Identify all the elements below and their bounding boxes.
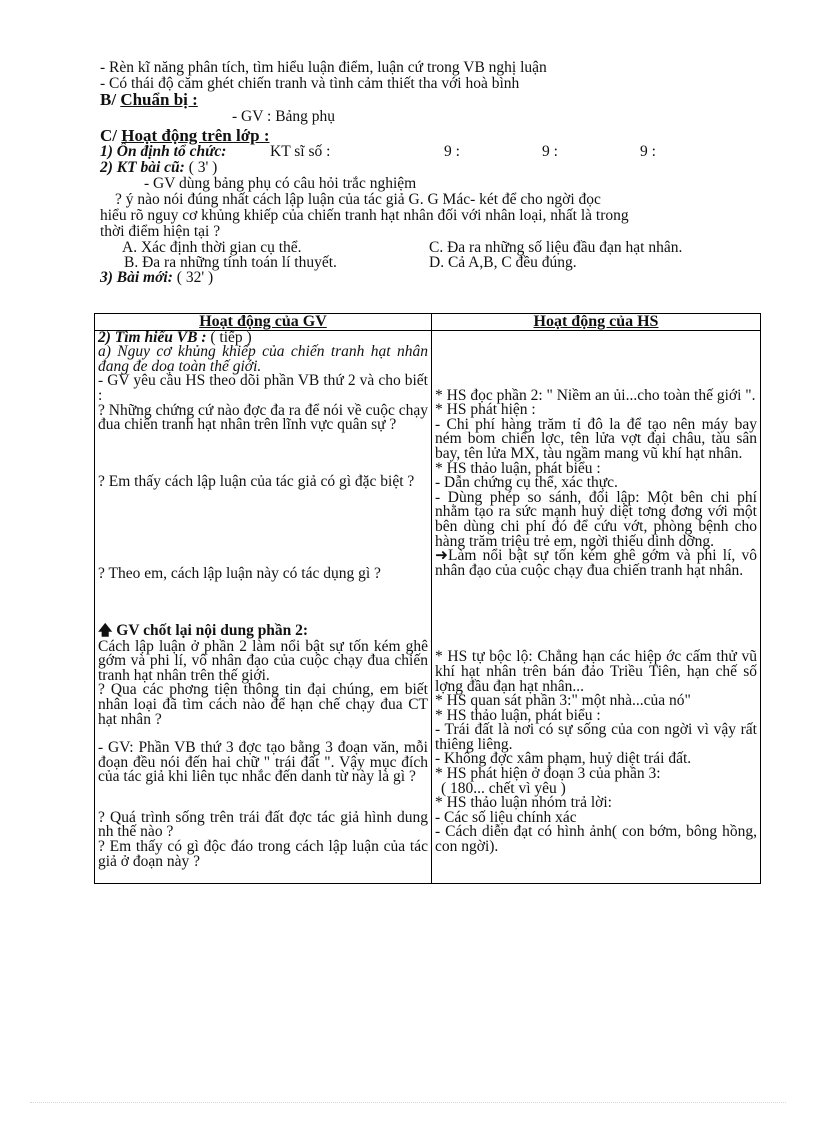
activity-table <box>94 313 761 884</box>
summary-text: Cách lập luận ở phần 2 làm nổi bật sự tốn kém ghê gớm và phi lí, vô nhân đạo của cuộc chạy đua chiến tranh hạt nhân trên thế giới. <box>98 637 428 684</box>
section-c-prefix: C/ <box>100 126 122 145</box>
step2-label: 2) KT bài cũ: <box>100 159 185 176</box>
table-header-row <box>95 314 761 331</box>
gv-question-1: ? Những chứng cứ nào đợc đa ra để nói về cuộc chạy đua chiến tranh hạt nhân trên lĩnh vực quân sự ? <box>98 401 428 434</box>
hs-answer-3: - Chi phí hàng trăm tỉ đô la để tạo nên máy bay ném bom chiến lợc, tên lửa vợt đại châu, tàu sân bay, tên lửa MX, tàu ngầm mang vũ khí hạt nhân. <box>435 415 757 462</box>
section-b-heading <box>100 92 760 108</box>
gv-question-4: ? Qua các phơng tiện thông tin đại chúng, em biết nhân loại đã tìm cách nào để hạn chế chạy đua CT hạt nhân ? <box>98 681 428 728</box>
quiz-options-row-2 <box>100 255 760 270</box>
hs-answer-13: * HS phát hiện ở đoạn 3 của phần 3: <box>435 765 661 783</box>
hs-answer-10: * HS thảo luận, phát biểu : <box>435 706 601 724</box>
quiz-question-line3: thời điểm hiện tại ? <box>100 223 221 240</box>
hs-column <box>432 330 761 884</box>
section-b-title: Chuẩn bị : <box>120 90 198 109</box>
class-count-3: 9 : <box>640 143 656 160</box>
gv-question-5: ? Quá trình sống trên trái đất đợc tác giả hình dung nh thế nào ? <box>98 808 428 841</box>
step3-label: 3) Bài mới: <box>100 269 173 286</box>
subsection-a: a) Nguy cơ khủng khiếp của chiến tranh hạt nhân đang đe doạ toàn thế giới. <box>98 343 428 375</box>
gv-instruction-1: - GV yêu cầu HS theo dõi phần VB thứ 2 và cho biết : <box>98 372 428 404</box>
gv-column <box>95 330 432 884</box>
hs-answer-11: - Trái đất là nơi có sự sống của con ngời vì vậy rất thiêng liêng. <box>435 721 757 753</box>
step1-label: 1) Ổn định tổ chức: <box>100 143 227 160</box>
option-b: B. Đa ra những tính toán lí thuyết. <box>124 254 337 271</box>
gv-question-3: ? Theo em, cách lập luận này có tác dụng gì ? <box>98 565 381 583</box>
preparation-item: - GV : Bảng phụ <box>232 108 336 125</box>
hs-answer-15: * HS thảo luận nhóm trả lời: <box>435 794 612 812</box>
step2-row <box>100 160 760 176</box>
table-body-row <box>95 330 761 884</box>
quiz-question-line2: hiểu rõ nguy cơ khủng khiếp của chiến tranh hạt nhân đối với nhân loại, nhất là trong <box>100 207 629 224</box>
quiz-question-line1: ? ý nào nói đúng nhất cách lập luận của tác giả G. G Mác- két để cho ngời đọc <box>115 191 601 208</box>
class-count-2: 9 : <box>542 143 558 160</box>
hs-answer-6: - Dùng phép so sánh, đối lập: Một bên chi phí nhằm tạo ra sức mạnh huỷ diệt tơng đơng với một bên dùng chi phí đó để cứu vớt, phòng bệnh cho hàng trăm triệu trẻ em, ngời thiếu dinh dỡng. <box>435 488 757 550</box>
section-label: 2) Tìm hiểu VB : <box>98 328 207 346</box>
option-d: D. Cả A,B, C đều đúng. <box>429 254 577 271</box>
hs-answer-12: - Không đợc xâm phạm, huỷ diệt trái đất. <box>435 750 692 768</box>
lesson-plan-header <box>100 58 760 286</box>
gv-instruction-2: - GV: Phần VB thứ 3 đợc tạo bằng 3 đoạn văn, mỗi đoạn đều nói đến hai chữ " trái đất ". Vậy mục đích của tác giả khi liên tục nhắc đến danh từ này là gì ? <box>98 739 428 786</box>
quiz-options-row-1 <box>100 240 760 255</box>
col-header-gv: Hoạt động của GV <box>95 314 432 331</box>
goal-skill: - Rèn kĩ năng phân tích, tìm hiểu luận điểm, luận cứ trong VB nghị luận <box>100 59 547 76</box>
step2-time: ( 3' ) <box>188 159 218 176</box>
hs-answer-2: * HS phát hiện : <box>435 401 536 419</box>
hs-answer-7: ➜Làm nổi bật sự tốn kém ghê gớm và phi lí, vô nhân đạo của cuộc chạy đua chiến tranh hạt nhân. <box>435 547 757 579</box>
hs-answer-1: * HS đọc phần 2: " Niềm an ủi...cho toàn thế giới ". <box>435 386 756 404</box>
gv-question-2: ? Em thấy cách lập luận của tác giả có gì đặc biệt ? <box>98 472 415 490</box>
hs-answer-17: - Cách diễn đạt có hình ảnh( con bớm, bông hồng, con ngời). <box>435 823 757 856</box>
option-a: A. Xác định thời gian cụ thể. <box>122 239 302 256</box>
page-footer-rule <box>30 1102 786 1103</box>
hs-answer-8: * HS tự bộc lộ: Chẳng hạn các hiệp ớc cấm thử vũ khí hạt nhân trên bán đảo Triều Tiên, hạn chế số lợng đầu đạn hạt nhân... <box>435 648 757 695</box>
section-c-title: Hoạt động trên lớp : <box>121 126 270 145</box>
section-note: ( tiếp ) <box>210 328 252 346</box>
col-header-hs: Hoạt động của HS <box>432 314 761 331</box>
hs-answer-9: * HS quan sát phần 3:" một nhà...của nó" <box>435 692 691 710</box>
quiz-intro: - GV dùng bảng phụ có câu hỏi trắc nghiệm <box>144 175 417 192</box>
arrow-up-icon: 🡅 <box>98 623 113 639</box>
pointer-icon: ➜ <box>435 547 448 565</box>
step3-time: ( 32' ) <box>176 269 214 286</box>
hs-answer-14: ( 180... chết vì yêu ) <box>441 779 566 797</box>
hs-answer-16: - Các số liệu chính xác <box>435 808 577 826</box>
hs-answer-4: * HS thảo luận, phát biểu : <box>435 459 601 477</box>
hs-answer-5: - Dẫn chứng cụ thể, xác thực. <box>435 474 618 492</box>
section-c-heading <box>100 128 760 144</box>
step1-text: KT sĩ số : <box>270 143 331 160</box>
gv-question-6: ? Em thấy có gì độc đáo trong cách lập luận của tác giả ở đoạn này ? <box>98 838 428 870</box>
option-c: C. Đa ra những số liệu đầu đạn hạt nhân. <box>429 239 683 256</box>
step3-row <box>100 270 760 286</box>
class-count-1: 9 : <box>444 143 460 160</box>
goal-attitude: - Có thái độ căm ghét chiến tranh và tình cảm thiết tha với hoà bình <box>100 75 520 92</box>
summary-title: GV chốt lại nội dung phần 2: <box>116 621 309 639</box>
section-b-prefix: B/ <box>100 90 121 109</box>
step1-row <box>100 144 760 160</box>
